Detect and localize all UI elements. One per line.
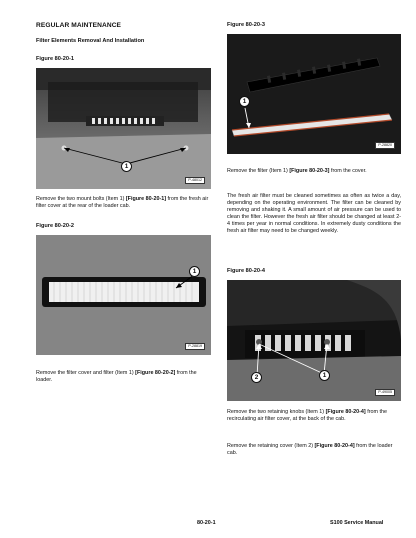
figure-4-title: Figure 80-20-4 xyxy=(227,268,265,274)
figure-2-title: Figure 80-20-2 xyxy=(36,223,74,229)
figure-2-tag: P-28819 xyxy=(185,343,205,350)
figure-3-title: Figure 80-20-3 xyxy=(227,22,265,28)
figure-1-callout: 1 xyxy=(121,161,132,172)
figure-4-callout-1: 1 xyxy=(319,370,330,381)
paragraph-4: The fresh air filter must be cleaned sometimes as often as twice a day, depending on the operating environment. The filter can be cleaned by removing and shaking it. A small amount of air pressure can be used to clean the filter. However the fresh air filter should be changed at least 2-4 times per year in normal conditions. In extremely dusty conditions the fresh air filter may need to be changed weekly. xyxy=(227,193,401,235)
figure-4-tag: P-49005 xyxy=(375,389,395,396)
paragraph-1: Remove the two mount bolts (Item 1) [Figure 80-20-1] from the fresh air filter cover at the rear of the loader cab. xyxy=(36,196,209,210)
subsection-title: Filter Elements Removal And Installation xyxy=(36,38,145,44)
figure-2-photo xyxy=(36,235,211,355)
figure-2-callout: 1 xyxy=(189,266,200,277)
manual-title: S100 Service Manual xyxy=(330,520,384,526)
paragraph-3: Remove the filter (Item 1) [Figure 80-20-3] from the cover. xyxy=(227,168,367,174)
figure-1-tag: P-48012 xyxy=(185,177,205,184)
figure-3-callout: 1 xyxy=(239,96,250,107)
figure-3-photo xyxy=(227,34,401,154)
figure-4-callout-2: 2 xyxy=(251,372,262,383)
page-number: 80-20-1 xyxy=(197,520,216,526)
paragraph-6: Remove the retaining cover (Item 2) [Figure 80-20-4] from the loader cab. xyxy=(227,443,393,457)
figure-1-photo xyxy=(36,68,211,189)
figure-4-photo xyxy=(227,280,401,401)
section-title: REGULAR MAINTENANCE xyxy=(36,22,122,29)
paragraph-2: Remove the filter cover and filter (Item 1) [Figure 80-20-2] from the loader. xyxy=(36,370,197,384)
figure-1-title: Figure 80-20-1 xyxy=(36,56,74,62)
paragraph-5: Remove the two retaining knobs (Item 1) [Figure 80-20-4] from the recirculating air filter cover, at the back of the cab. xyxy=(227,409,387,423)
figure-3-tag: P-28820 xyxy=(375,142,395,149)
